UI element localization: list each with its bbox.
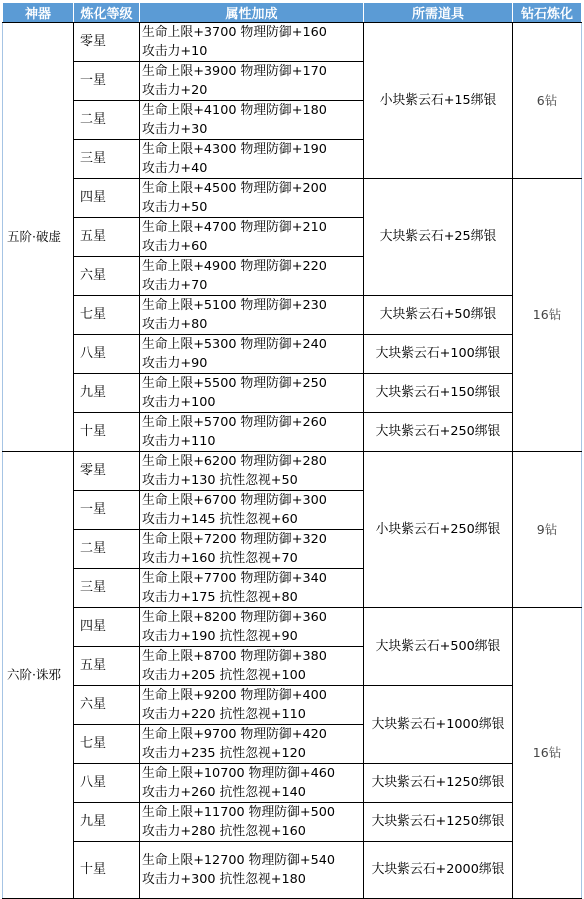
- table-row: [3, 452, 582, 491]
- attribute-line: 生命上限+7700 物理防御+340: [142, 571, 327, 586]
- attribute-cell: [140, 413, 364, 452]
- table-row: [3, 335, 582, 374]
- level-cell: 一星: [74, 62, 140, 101]
- table-row: [3, 374, 582, 413]
- attribute-line: 生命上限+5500 物理防御+250: [142, 376, 327, 391]
- attribute-line: 生命上限+4500 物理防御+200: [142, 181, 327, 196]
- attribute-line: 攻击力+10: [142, 44, 208, 59]
- attribute-line: 生命上限+3900 物理防御+170: [142, 64, 327, 79]
- attribute-line: 生命上限+5300 物理防御+240: [142, 337, 327, 352]
- attribute-line: 生命上限+4300 物理防御+190: [142, 142, 327, 157]
- attribute-line: 攻击力+40: [142, 161, 208, 176]
- item-cell: 大块紫云石+2000绑银: [364, 842, 513, 899]
- level-cell: 三星: [74, 140, 140, 179]
- attribute-line: 攻击力+70: [142, 278, 208, 293]
- level-cell: 六星: [74, 257, 140, 296]
- item-cell: 大块紫云石+250绑银: [364, 413, 513, 452]
- attribute-line: 攻击力+205 抗性忽视+100: [142, 668, 306, 683]
- attribute-line: 生命上限+5700 物理防御+260: [142, 415, 327, 430]
- attribute-line: 攻击力+100: [142, 395, 216, 410]
- attribute-cell: [140, 530, 364, 569]
- table-row: [3, 764, 582, 803]
- table-row: [3, 842, 582, 899]
- artifact-refine-table: [2, 2, 582, 899]
- header-level: 炼化等级: [74, 3, 140, 23]
- level-cell: 八星: [74, 764, 140, 803]
- attribute-line: 生命上限+6700 物理防御+300: [142, 493, 327, 508]
- attribute-cell: [140, 257, 364, 296]
- artifact-name-cell: 五阶·破虚: [3, 23, 74, 452]
- attribute-cell: [140, 491, 364, 530]
- level-cell: 七星: [74, 725, 140, 764]
- attribute-line: 生命上限+3700 物理防御+160: [142, 25, 327, 40]
- header-attributes: 属性加成: [140, 3, 364, 23]
- attribute-line: 攻击力+30: [142, 122, 208, 137]
- level-cell: 七星: [74, 296, 140, 335]
- level-cell: 三星: [74, 569, 140, 608]
- item-cell: 大块紫云石+150绑银: [364, 374, 513, 413]
- attribute-line: 生命上限+12700 物理防御+540: [142, 853, 336, 868]
- attribute-line: 攻击力+80: [142, 317, 208, 332]
- attribute-line: 攻击力+300 抗性忽视+180: [142, 872, 306, 887]
- attribute-line: 生命上限+11700 物理防御+500: [142, 805, 336, 820]
- item-cell: 大块紫云石+100绑银: [364, 335, 513, 374]
- attribute-line: 生命上限+10700 物理防御+460: [142, 766, 336, 781]
- attribute-line: 攻击力+130 抗性忽视+50: [142, 473, 298, 488]
- attribute-line: 生命上限+7200 物理防御+320: [142, 532, 327, 547]
- table-row: [3, 179, 582, 218]
- attribute-line: 攻击力+20: [142, 83, 208, 98]
- level-cell: 零星: [74, 23, 140, 62]
- level-cell: 八星: [74, 335, 140, 374]
- level-cell: 十星: [74, 413, 140, 452]
- attribute-cell: [140, 296, 364, 335]
- level-cell: 零星: [74, 452, 140, 491]
- header-row: [3, 3, 582, 23]
- attribute-line: 攻击力+175 抗性忽视+80: [142, 590, 298, 605]
- table-row: [3, 803, 582, 842]
- attribute-cell: [140, 62, 364, 101]
- header-artifact: 神器: [3, 3, 74, 23]
- attribute-cell: [140, 842, 364, 899]
- table-row: [3, 296, 582, 335]
- artifact-name-cell: 六阶·诛邪: [3, 452, 74, 899]
- attribute-line: 生命上限+4700 物理防御+210: [142, 220, 327, 235]
- diamond-cost-cell: 16钻: [513, 608, 582, 899]
- attribute-line: 攻击力+60: [142, 239, 208, 254]
- table-row: [3, 686, 582, 725]
- attribute-line: 生命上限+6200 物理防御+280: [142, 454, 327, 469]
- header-items: 所需道具: [364, 3, 513, 23]
- item-cell: 大块紫云石+1000绑银: [364, 686, 513, 764]
- attribute-cell: [140, 647, 364, 686]
- item-cell: 大块紫云石+25绑银: [364, 179, 513, 296]
- level-cell: 九星: [74, 803, 140, 842]
- diamond-cost-cell: 16钻: [513, 179, 582, 452]
- header-diamond: 钻石炼化: [513, 3, 582, 23]
- attribute-cell: [140, 335, 364, 374]
- attribute-line: 攻击力+190 抗性忽视+90: [142, 629, 298, 644]
- attribute-cell: [140, 803, 364, 842]
- attribute-line: 生命上限+4900 物理防御+220: [142, 259, 327, 274]
- level-cell: 五星: [74, 218, 140, 257]
- attribute-line: 生命上限+5100 物理防御+230: [142, 298, 327, 313]
- level-cell: 九星: [74, 374, 140, 413]
- attribute-cell: [140, 764, 364, 803]
- attribute-cell: [140, 101, 364, 140]
- item-cell: 小块紫云石+250绑银: [364, 452, 513, 608]
- attribute-line: 生命上限+9700 物理防御+420: [142, 727, 327, 742]
- attribute-cell: [140, 686, 364, 725]
- level-cell: 二星: [74, 101, 140, 140]
- item-cell: 小块紫云石+15绑银: [364, 23, 513, 179]
- level-cell: 五星: [74, 647, 140, 686]
- attribute-cell: [140, 608, 364, 647]
- attribute-cell: [140, 218, 364, 257]
- attribute-cell: [140, 23, 364, 62]
- level-cell: 二星: [74, 530, 140, 569]
- attribute-line: 生命上限+9200 物理防御+400: [142, 688, 327, 703]
- table-row: [3, 413, 582, 452]
- item-cell: 大块紫云石+50绑银: [364, 296, 513, 335]
- table-row: [3, 23, 582, 62]
- attribute-line: 攻击力+220 抗性忽视+110: [142, 707, 306, 722]
- attribute-cell: [140, 725, 364, 764]
- item-cell: 大块紫云石+1250绑银: [364, 764, 513, 803]
- attribute-line: 生命上限+8200 物理防御+360: [142, 610, 327, 625]
- attribute-cell: [140, 569, 364, 608]
- attribute-line: 攻击力+90: [142, 356, 208, 371]
- attribute-cell: [140, 140, 364, 179]
- diamond-cost-cell: 6钻: [513, 23, 582, 179]
- diamond-cost-cell: 9钻: [513, 452, 582, 608]
- attribute-cell: [140, 179, 364, 218]
- level-cell: 十星: [74, 842, 140, 899]
- level-cell: 六星: [74, 686, 140, 725]
- level-cell: 一星: [74, 491, 140, 530]
- attribute-line: 攻击力+145 抗性忽视+60: [142, 512, 298, 527]
- attribute-line: 生命上限+4100 物理防御+180: [142, 103, 327, 118]
- attribute-line: 攻击力+260 抗性忽视+140: [142, 785, 306, 800]
- attribute-line: 攻击力+235 抗性忽视+120: [142, 746, 306, 761]
- attribute-cell: [140, 452, 364, 491]
- table-row: [3, 608, 582, 647]
- attribute-line: 攻击力+50: [142, 200, 208, 215]
- attribute-line: 攻击力+160 抗性忽视+70: [142, 551, 298, 566]
- level-cell: 四星: [74, 179, 140, 218]
- attribute-cell: [140, 374, 364, 413]
- level-cell: 四星: [74, 608, 140, 647]
- item-cell: 大块紫云石+500绑银: [364, 608, 513, 686]
- attribute-line: 生命上限+8700 物理防御+380: [142, 649, 327, 664]
- attribute-line: 攻击力+110: [142, 434, 216, 449]
- item-cell: 大块紫云石+1250绑银: [364, 803, 513, 842]
- attribute-line: 攻击力+280 抗性忽视+160: [142, 824, 306, 839]
